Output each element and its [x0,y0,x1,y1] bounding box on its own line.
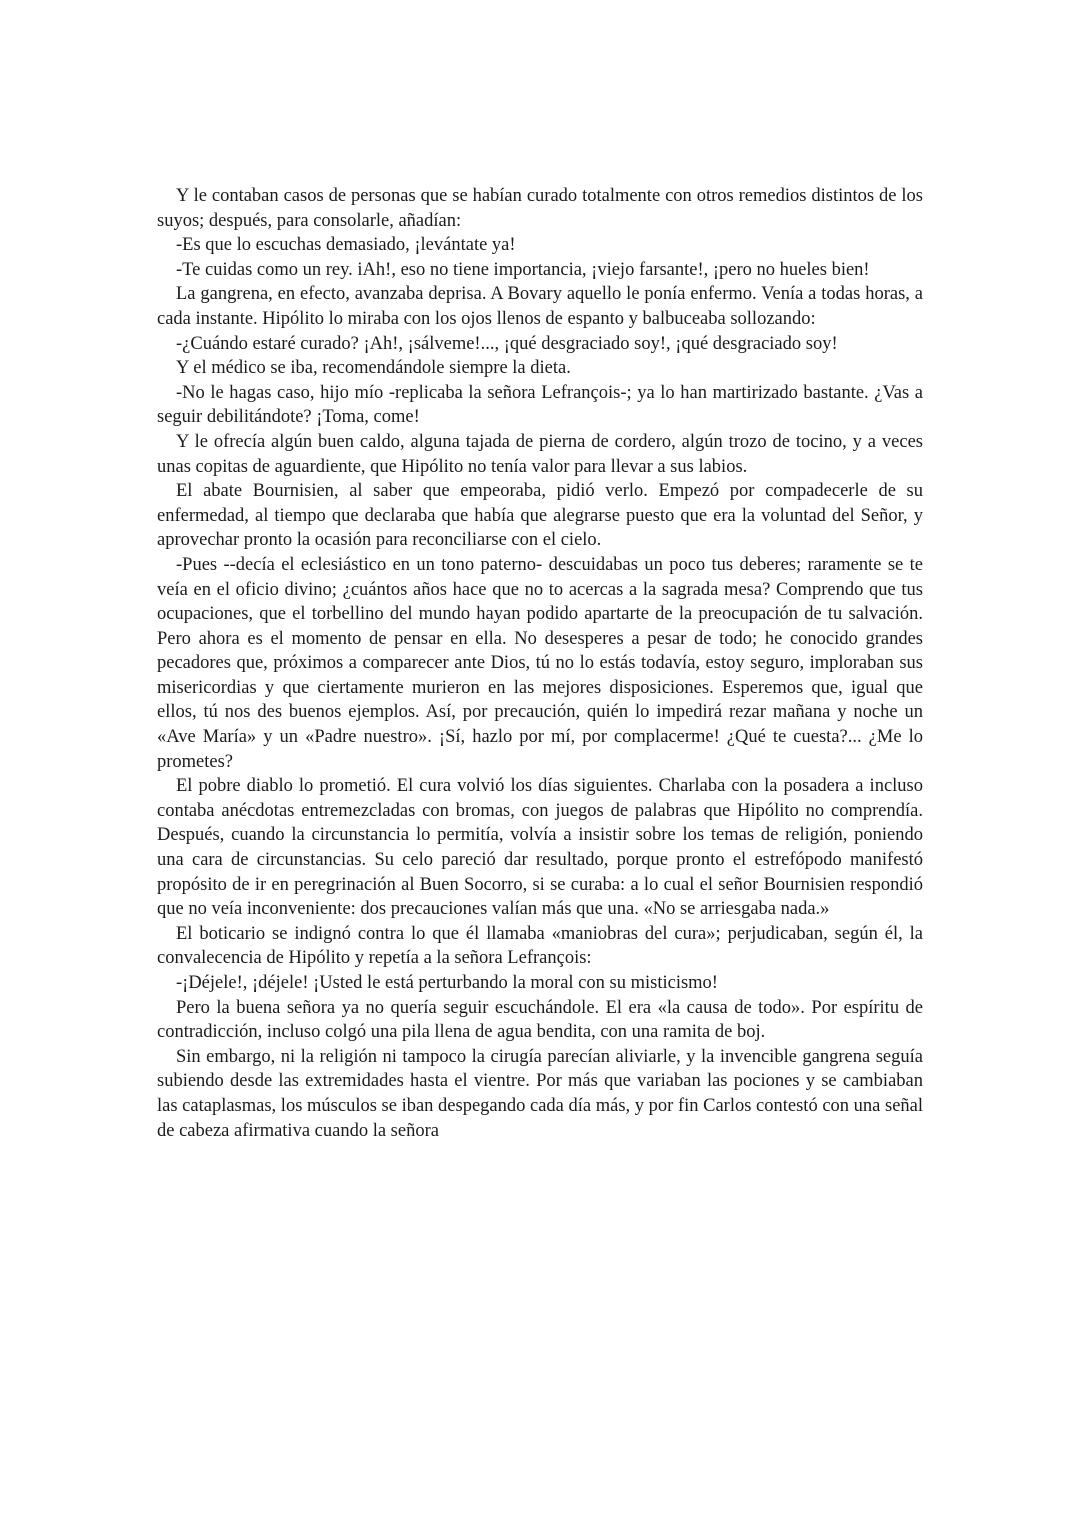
paragraph: Y le contaban casos de personas que se habían curado totalmente con otros remedios distintos de los suyos; después, para consolarle, añadían: [157,186,923,231]
paragraph-dialogue: -No le hagas caso, hijo mío -replicaba la señora Lefrançois-; ya lo han martirizado bastante. ¿Vas a seguir debilitándote? ¡Toma, come! [157,382,923,428]
paragraph-dialogue: -Pues --decía el eclesiástico en un tono paterno- descuidabas un poco tus deberes; raramente se te veía en el oficio divino; ¿cuántos años hace que no to acercas a la sagrada mesa? Comprendo que tus ocupaciones, que el torbellino del mundo hayan podido apartarte de la preocupación de tu salvación. Pero ahora es el momento de pensar en ella. No desesperes a pesar de todo; he conocido grandes pecadores que, próximos a comparecer ante Dios, tú no lo estás todavía, estoy seguro, imploraban sus misericordias y que ciertamente murieron en las mejores disposiciones. Esperemos que, igual que ellos, tú nos des buenos ejemplos. Así, por precaución, quién lo impedirá rezar mañana y noche un «Ave María» y un «Padre nuestro». ¡Sí, hazlo por mí, por complacerme! ¿Qué te cuesta?... ¿Me lo prometes? [157,554,923,772]
paragraph-dialogue: -¡Déjele!, ¡déjele! ¡Usted le está perturbando la moral con su misticismo! [176,973,718,993]
paragraph-dialogue: -Es que lo escuchas demasiado, ¡levántate ya! [176,235,516,256]
text-block [157,184,923,1143]
paragraph: La gangrena, en efecto, avanzaba deprisa. A Bovary aquello le ponía enfermo. Venía a todas horas, a cada instante. Hipólito lo miraba con los ojos llenos de espanto y balbuceaba sollozando: [157,284,923,329]
paragraph: El boticario se indignó contra lo que él llamaba «maniobras del cura»; perjudicaban, según él, la convalecencia de Hipólito y repetía a la señora Lefrançois: [157,923,923,969]
paragraph: Pero la buena señora ya no quería seguir escuchándole. El era «la causa de todo». Por espíritu de contradicción, incluso colgó una pila llena de agua bendita, con una ramita de boj. [157,997,923,1043]
paragraph: Sin embargo, ni la religión ni tampoco la cirugía parecían aliviarle, y la invencible gangrena seguía subiendo desde las extremidades hasta el vientre. Por más que variaban las pociones y se cambiaban las cataplasmas, los músculos se iban despegando cada día más, y por fin Carlos contestó con una señal de cabeza afirmativa cuando la señora [157,1046,924,1141]
paragraph: Y el médico se iba, recomendándole siempre la dieta. [176,358,571,379]
paragraph: Y le ofrecía algún buen caldo, alguna tajada de pierna de cordero, algún trozo de tocino, y a veces unas copitas de aguardiente, que Hipólito no tenía valor para llevar a sus labios. [157,431,923,477]
paragraph-dialogue: -Te cuidas como un rey. iAh!, eso no tiene importancia, ¡viejo farsante!, ¡pero no hueles bien! [176,259,870,280]
paragraph: El pobre diablo lo prometió. El cura volvió los días siguientes. Charlaba con la posadera a incluso contaba anécdotas entremezcladas con bromas, con juegos de palabras que Hipólito no comprendía. Después, cuando la circunstancia lo permitía, volvía a insistir sobre los temas de religión, poniendo una cara de circunstancias. Su celo pareció dar resultado, porque pronto el estrefópodo manifestó propósito de ir en peregrinación al Buen Socorro, si se curaba: a lo cual el señor Bournisien respondió que no veía inconveniente: dos precauciones valían más que una. «No se arriesgaba nada.» [157,776,923,920]
paragraph-dialogue: -¿Cuándo estaré curado? ¡Ah!, ¡sálveme!..., ¡qué desgraciado soy!, ¡qué desgraciado soy! [176,333,838,354]
paragraph: El abate Bournisien, al saber que empeoraba, pidió verlo. Empezó por compadecerle de su enfermedad, al tiempo que declaraba que había que alegrarse puesto que era la voluntad del Señor, y aprovechar pronto la ocasión para reconciliarse con el cielo. [157,481,923,551]
